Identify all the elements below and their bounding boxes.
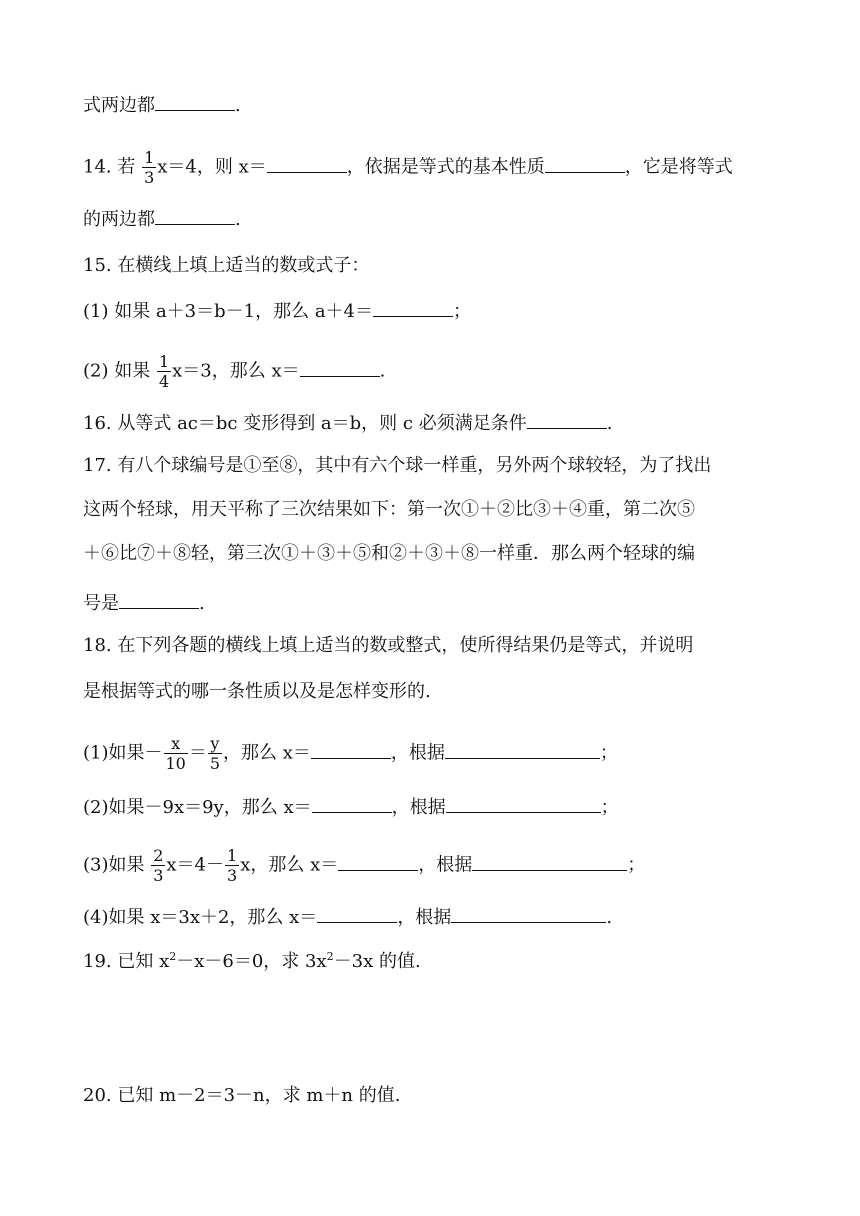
question-18-3: (3)如果 $\frac{2}{3}$ x＝4－ $\frac{1}{3}$ x，那么 x＝ ，根据 ；: [83, 846, 646, 885]
answer-blank[interactable]: [311, 740, 391, 759]
question-15-2: (2) 如果 $\frac{1}{4}$ x＝3，那么 x＝ .: [83, 352, 386, 391]
question-19: 19. 已知 $x^2-x-6=0$，求 $3x^2-3x$ 的值.: [83, 950, 421, 972]
answer-blank[interactable]: [317, 904, 397, 923]
question-17-line1: 17. 有八个球编号是①至⑧，其中有六个球一样重，另外两个球较轻，为了找出: [83, 455, 712, 476]
question-16: 16. 从等式 ac＝bc 变形得到 a＝b，则 c 必须满足条件 .: [83, 410, 612, 434]
question-15-1: (1) 如果 a＋3＝b－1，那么 a＋4＝ ；: [83, 298, 471, 322]
question-18-line2: 是根据等式的哪一条性质以及是怎样变形的.: [83, 681, 431, 702]
q13-continuation: 式两边都 .: [83, 92, 241, 116]
answer-blank[interactable]: [155, 92, 235, 111]
answer-blank[interactable]: [119, 590, 199, 609]
question-18-2: (2)如果－9x＝9y，那么 x＝ ，根据 ；: [83, 794, 619, 818]
answer-blank[interactable]: [373, 298, 453, 317]
fraction: $\frac{1}{3}$: [144, 148, 155, 187]
q14-continuation: 的两边都 .: [83, 206, 241, 230]
answer-blank[interactable]: [545, 154, 625, 173]
fraction: $\frac{y}{5}$: [209, 734, 221, 773]
answer-blank[interactable]: [300, 358, 380, 377]
fraction: $\frac{2}{3}$: [153, 846, 164, 885]
fraction: $\frac{1}{4}$: [158, 352, 170, 391]
q13-text: 式两边都: [83, 95, 155, 116]
question-17-line4: 号是 .: [83, 590, 205, 614]
question-17-line3: ＋⑥比⑦＋⑧轻，第三次①＋③＋⑤和②＋③＋⑧一样重．那么两个轻球的编: [83, 543, 695, 564]
question-18-1: (1)如果－ $\frac{x}{10}$ ＝ $\frac{y}{5}$ ，那么 x＝ ，根据 ；: [83, 734, 618, 773]
reason-blank[interactable]: [451, 904, 606, 923]
reason-blank[interactable]: [472, 852, 627, 871]
fraction: $\frac{1}{3}$: [227, 846, 238, 885]
answer-blank[interactable]: [527, 410, 607, 429]
answer-blank[interactable]: [312, 794, 392, 813]
reason-blank[interactable]: [445, 740, 600, 759]
question-20: 20. 已知 m－2＝3－n，求 m＋n 的值.: [83, 1085, 401, 1106]
question-18-line1: 18. 在下列各题的横线上填上适当的数或整式，使所得结果仍是等式，并说明: [83, 635, 694, 656]
question-14: 14. 若 $\frac{1}{3}$ x＝4，则 x＝ ，依据是等式的基本性质 ，它是将等式: [83, 148, 733, 187]
fraction: $\frac{x}{10}$: [165, 734, 186, 773]
answer-blank[interactable]: [338, 852, 418, 871]
answer-blank[interactable]: [267, 154, 347, 173]
question-15: 15. 在横线上填上适当的数或式子：: [83, 255, 370, 276]
question-17-line2: 这两个轻球，用天平称了三次结果如下：第一次①＋②比③＋④重，第二次⑤: [83, 499, 695, 520]
answer-blank[interactable]: [155, 206, 235, 225]
question-18-4: (4)如果 x＝3x＋2，那么 x＝ ，根据 .: [83, 904, 612, 928]
reason-blank[interactable]: [446, 794, 601, 813]
